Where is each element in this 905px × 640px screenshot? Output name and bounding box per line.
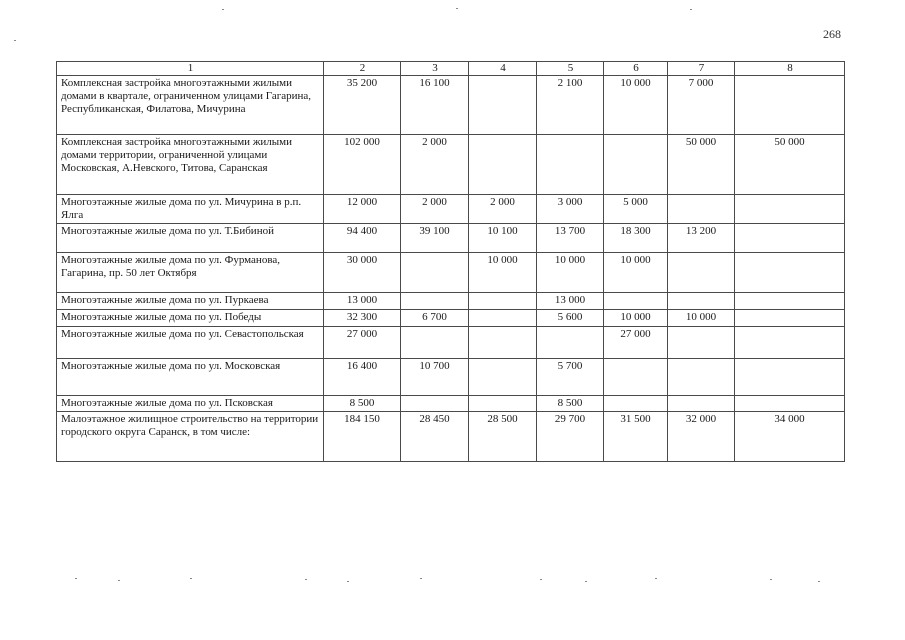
value-cell	[668, 327, 735, 359]
value-cell	[537, 135, 604, 195]
value-cell	[469, 359, 537, 396]
value-cell	[735, 310, 845, 327]
table-row	[57, 396, 845, 412]
row-name-cell: Малоэтажное жилищное строительство на территории городского округа Саранск, в том числе:	[57, 412, 324, 462]
value-cell	[668, 293, 735, 310]
column-header: 8	[735, 62, 845, 76]
table-row	[57, 195, 845, 224]
value-cell: 10 000	[604, 253, 668, 293]
value-cell: 34 000	[735, 412, 845, 462]
value-cell	[735, 195, 845, 224]
value-cell	[537, 327, 604, 359]
value-cell	[604, 293, 668, 310]
value-cell	[469, 396, 537, 412]
value-cell	[469, 310, 537, 327]
value-cell	[469, 293, 537, 310]
row-name-cell: Многоэтажные жилые дома по ул. Московская	[57, 359, 324, 396]
value-cell: 10 000	[469, 253, 537, 293]
table-row	[57, 412, 845, 462]
value-cell: 16 100	[401, 76, 469, 135]
column-header: 2	[324, 62, 401, 76]
value-cell	[735, 76, 845, 135]
value-cell: 6 700	[401, 310, 469, 327]
value-cell	[668, 396, 735, 412]
row-name-cell: Комплексная застройка многоэтажными жилыми домами в квартале, ограниченном улицами Гагарина, Республиканская, Филатова, Мичурина	[57, 76, 324, 135]
value-cell: 7 000	[668, 76, 735, 135]
row-name-cell: Многоэтажные жилые дома по ул. Победы	[57, 310, 324, 327]
value-cell	[469, 327, 537, 359]
column-header: 5	[537, 62, 604, 76]
value-cell: 30 000	[324, 253, 401, 293]
value-cell: 16 400	[324, 359, 401, 396]
value-cell: 27 000	[324, 327, 401, 359]
table-row	[57, 359, 845, 396]
value-cell: 50 000	[668, 135, 735, 195]
value-cell: 5 600	[537, 310, 604, 327]
row-name-cell: Многоэтажные жилые дома по ул. Псковская	[57, 396, 324, 412]
value-cell	[469, 135, 537, 195]
row-name-cell: Многоэтажные жилые дома по ул. Пуркаева	[57, 293, 324, 310]
value-cell: 94 400	[324, 224, 401, 253]
value-cell: 10 000	[537, 253, 604, 293]
value-cell: 28 500	[469, 412, 537, 462]
value-cell: 184 150	[324, 412, 401, 462]
page-number: 268	[823, 27, 841, 41]
column-header: 1	[57, 62, 324, 76]
value-cell	[604, 396, 668, 412]
value-cell: 13 200	[668, 224, 735, 253]
value-cell	[735, 359, 845, 396]
value-cell: 102 000	[324, 135, 401, 195]
value-cell: 50 000	[735, 135, 845, 195]
value-cell: 12 000	[324, 195, 401, 224]
value-cell	[604, 359, 668, 396]
value-cell	[668, 195, 735, 224]
value-cell: 32 000	[668, 412, 735, 462]
value-cell: 8 500	[324, 396, 401, 412]
value-cell	[668, 253, 735, 293]
value-cell: 2 000	[401, 195, 469, 224]
value-cell	[735, 253, 845, 293]
header-row	[57, 62, 845, 76]
row-name-cell: Многоэтажные жилые дома по ул. Фурманова, Гагарина, пр. 50 лет Октября	[57, 253, 324, 293]
value-cell	[735, 327, 845, 359]
value-cell	[401, 253, 469, 293]
value-cell	[735, 224, 845, 253]
value-cell	[401, 327, 469, 359]
table-row	[57, 135, 845, 195]
value-cell: 5 000	[604, 195, 668, 224]
value-cell: 2 100	[537, 76, 604, 135]
value-cell: 13 000	[324, 293, 401, 310]
value-cell: 28 450	[401, 412, 469, 462]
row-name-cell: Многоэтажные жилые дома по ул. Мичурина в р.п. Ялга	[57, 195, 324, 224]
row-name-cell: Комплексная застройка многоэтажными жилыми домами территории, ограниченной улицами Московская, А.Невского, Титова, Саранская	[57, 135, 324, 195]
column-header: 7	[668, 62, 735, 76]
value-cell: 10 000	[604, 310, 668, 327]
value-cell	[735, 293, 845, 310]
data-table	[56, 61, 845, 462]
value-cell: 10 100	[469, 224, 537, 253]
value-cell: 31 500	[604, 412, 668, 462]
table-row	[57, 224, 845, 253]
column-header: 4	[469, 62, 537, 76]
column-header: 6	[604, 62, 668, 76]
row-name-cell: Многоэтажные жилые дома по ул. Севастопольская	[57, 327, 324, 359]
value-cell: 35 200	[324, 76, 401, 135]
value-cell: 10 700	[401, 359, 469, 396]
value-cell: 27 000	[604, 327, 668, 359]
row-name-cell: Многоэтажные жилые дома по ул. Т.Бибиной	[57, 224, 324, 253]
table-row	[57, 327, 845, 359]
table-row	[57, 293, 845, 310]
value-cell: 10 000	[668, 310, 735, 327]
value-cell: 39 100	[401, 224, 469, 253]
column-header: 3	[401, 62, 469, 76]
value-cell: 8 500	[537, 396, 604, 412]
table-row	[57, 253, 845, 293]
value-cell: 2 000	[401, 135, 469, 195]
value-cell: 3 000	[537, 195, 604, 224]
table-row	[57, 76, 845, 135]
value-cell: 2 000	[469, 195, 537, 224]
table-row	[57, 310, 845, 327]
value-cell	[401, 396, 469, 412]
value-cell: 5 700	[537, 359, 604, 396]
value-cell: 10 000	[604, 76, 668, 135]
value-cell	[604, 135, 668, 195]
value-cell: 13 700	[537, 224, 604, 253]
value-cell	[401, 293, 469, 310]
value-cell	[735, 396, 845, 412]
value-cell	[668, 359, 735, 396]
value-cell: 13 000	[537, 293, 604, 310]
value-cell: 32 300	[324, 310, 401, 327]
value-cell	[469, 76, 537, 135]
value-cell: 29 700	[537, 412, 604, 462]
value-cell: 18 300	[604, 224, 668, 253]
